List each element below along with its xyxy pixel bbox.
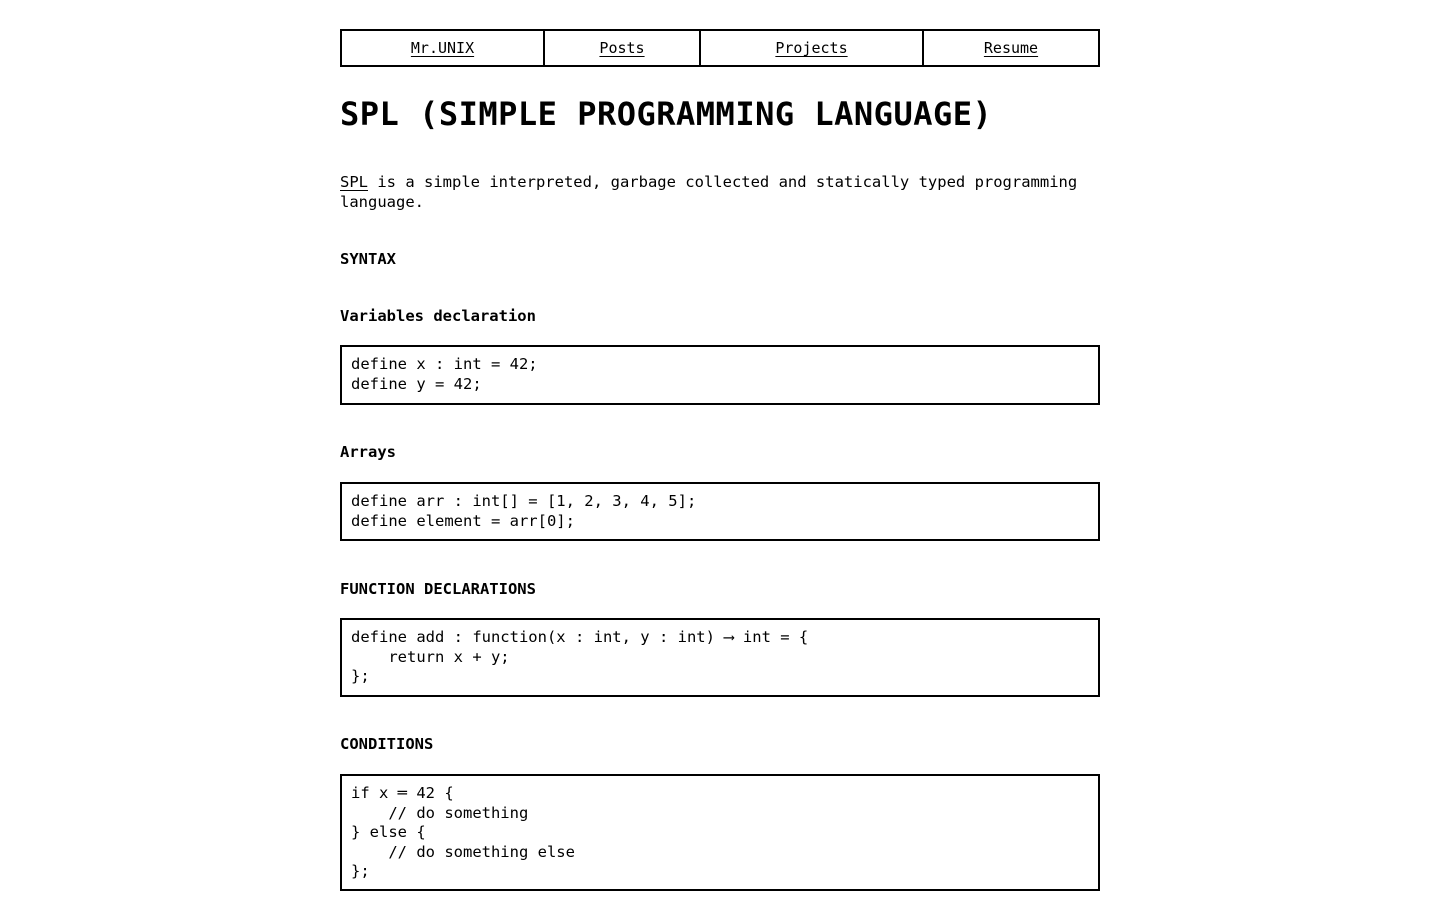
functions-heading: FUNCTION DECLARATIONS — [340, 580, 536, 598]
page-container — [340, 29, 1100, 880]
intro-paragraph — [340, 173, 1080, 212]
functions-code-block: define add : function(x : int, y : int) ⟶ int = { return x + y; }; — [340, 618, 1100, 697]
intro-text: is a simple interpreted, garbage collected and statically typed programming language. — [340, 173, 1078, 211]
nav-projects-link[interactable]: Projects — [699, 31, 922, 65]
page-title: SPL (SIMPLE PROGRAMMING LANGUAGE) — [340, 95, 993, 133]
syntax-heading: SYNTAX — [340, 250, 396, 268]
nav-home-link[interactable]: Mr.UNIX — [410, 39, 475, 57]
arrays-code-block: define arr : int[] = [1, 2, 3, 4, 5]; define element = arr[0]; — [340, 482, 1100, 541]
arrays-heading: Arrays — [340, 443, 396, 461]
variables-code-block: define x : int = 42; define y = 42; — [340, 345, 1100, 405]
top-nav — [340, 29, 1100, 67]
conditions-heading: CONDITIONS — [340, 735, 434, 753]
spl-link[interactable]: SPL — [340, 173, 368, 191]
nav-posts-link[interactable]: Posts — [543, 31, 699, 65]
conditions-code-block: if x ═ 42 { // do something } else { // do something else }; — [340, 774, 1100, 891]
nav-resume-link[interactable]: Resume — [922, 31, 1098, 65]
variables-heading: Variables declaration — [340, 307, 536, 325]
